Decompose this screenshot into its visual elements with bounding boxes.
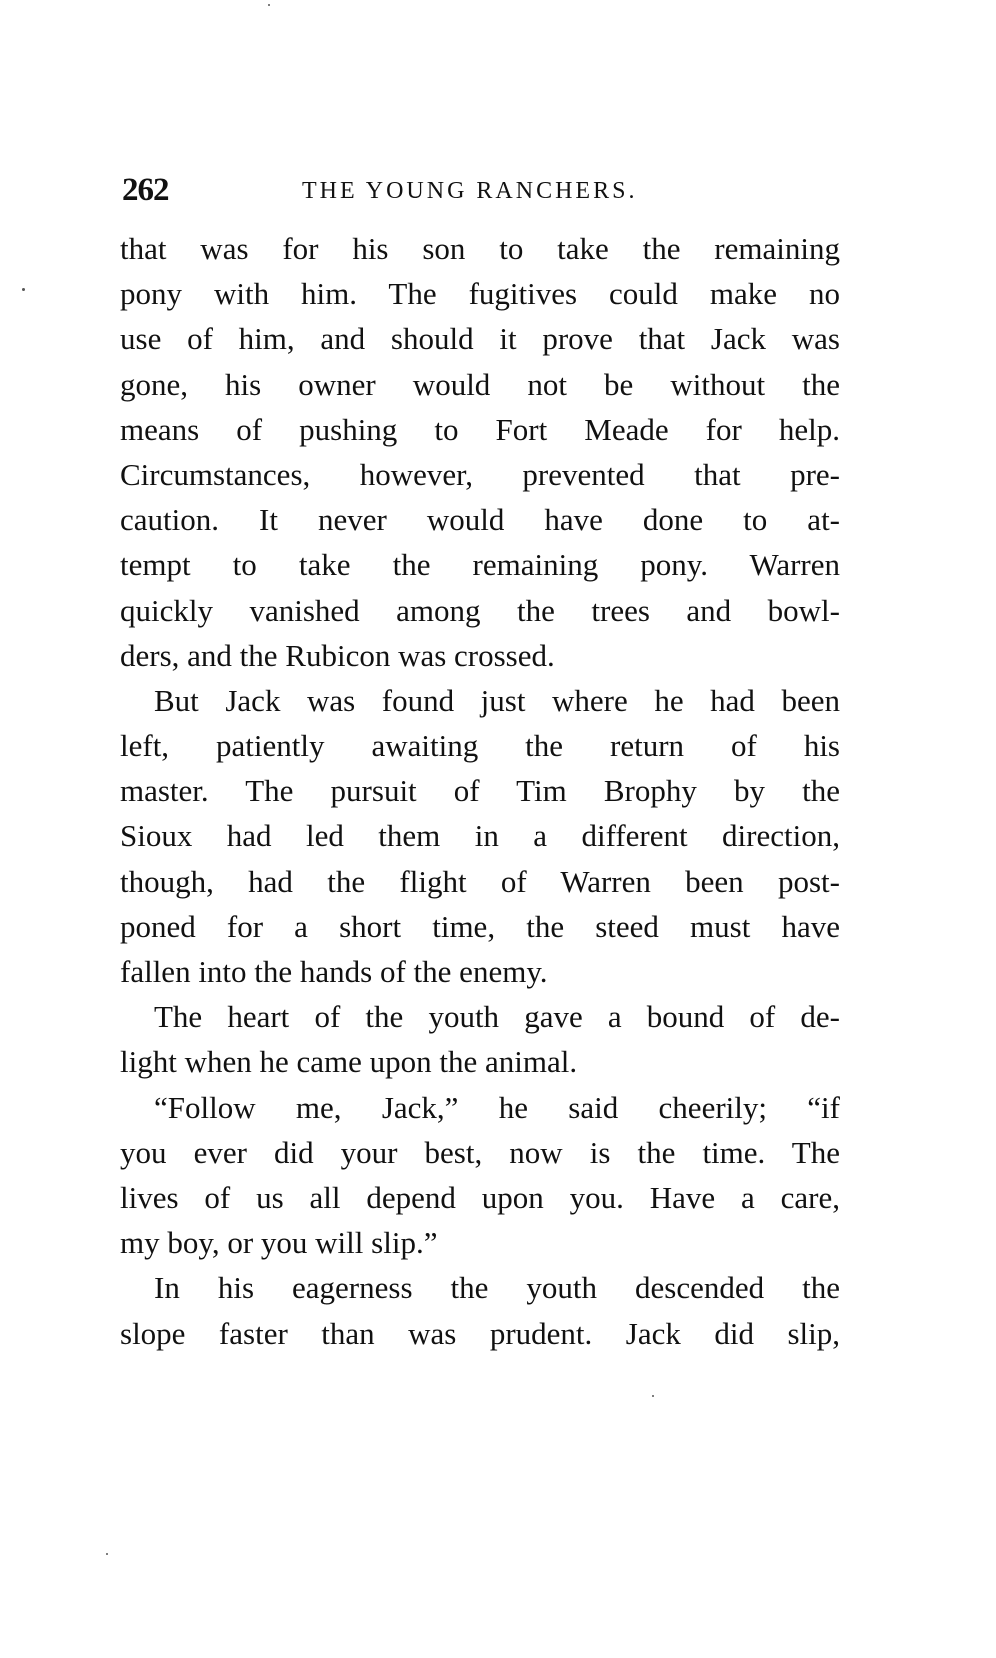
page-header <box>122 172 842 212</box>
text-line: light when he came upon the animal. <box>120 1044 578 1080</box>
text-line: But Jack was found just where he had been <box>154 682 840 718</box>
body-text <box>120 226 840 1356</box>
text-line: my boy, or you will slip.” <box>120 1225 438 1261</box>
text-line: Sioux had led them in a different direction, <box>120 818 840 854</box>
text-line: that was for his son to take the remaining <box>120 231 840 266</box>
text-line: left, patiently awaiting the return of his <box>120 728 840 764</box>
text-line: lives of us all depend upon you. Have a care, <box>120 1179 840 1215</box>
text-line: “Follow me, Jack,” he said cheerily; “if <box>154 1089 840 1125</box>
running-head: THE YOUNG RANCHERS. <box>302 178 638 204</box>
text-line: though, had the flight of Warren been post- <box>120 863 840 899</box>
text-line: master. The pursuit of Tim Brophy by the <box>120 773 840 809</box>
page-number: 262 <box>122 172 169 208</box>
paper-speck <box>22 288 25 291</box>
text-line: you ever did your best, now is the time. The <box>120 1134 840 1170</box>
text-line: fallen into the hands of the enemy. <box>120 954 548 989</box>
text-line: The heart of the youth gave a bound of de- <box>154 999 840 1035</box>
text-line: Circumstances, however, prevented that pre- <box>120 456 840 492</box>
text-line: ders, and the Rubicon was crossed. <box>120 637 555 673</box>
text-line: poned for a short time, the steed must have <box>120 908 840 944</box>
text-line: quickly vanished among the trees and bowl- <box>120 592 840 628</box>
paper-speck <box>652 1395 654 1397</box>
text-line: use of him, and should it prove that Jack was <box>120 321 840 357</box>
paper-speck <box>268 4 270 6</box>
text-line: In his eagerness the youth descended the <box>154 1270 840 1306</box>
text-line: pony with him. The fugitives could make no <box>120 276 840 312</box>
text-line: means of pushing to Fort Meade for help. <box>120 411 840 447</box>
text-line: gone, his owner would not be without the <box>120 366 840 402</box>
paper-speck <box>106 1553 108 1555</box>
text-line: slope faster than was prudent. Jack did slip, <box>120 1315 840 1351</box>
text-line: caution. It never would have done to at- <box>120 502 840 538</box>
text-line: tempt to take the remaining pony. Warren <box>120 547 840 583</box>
